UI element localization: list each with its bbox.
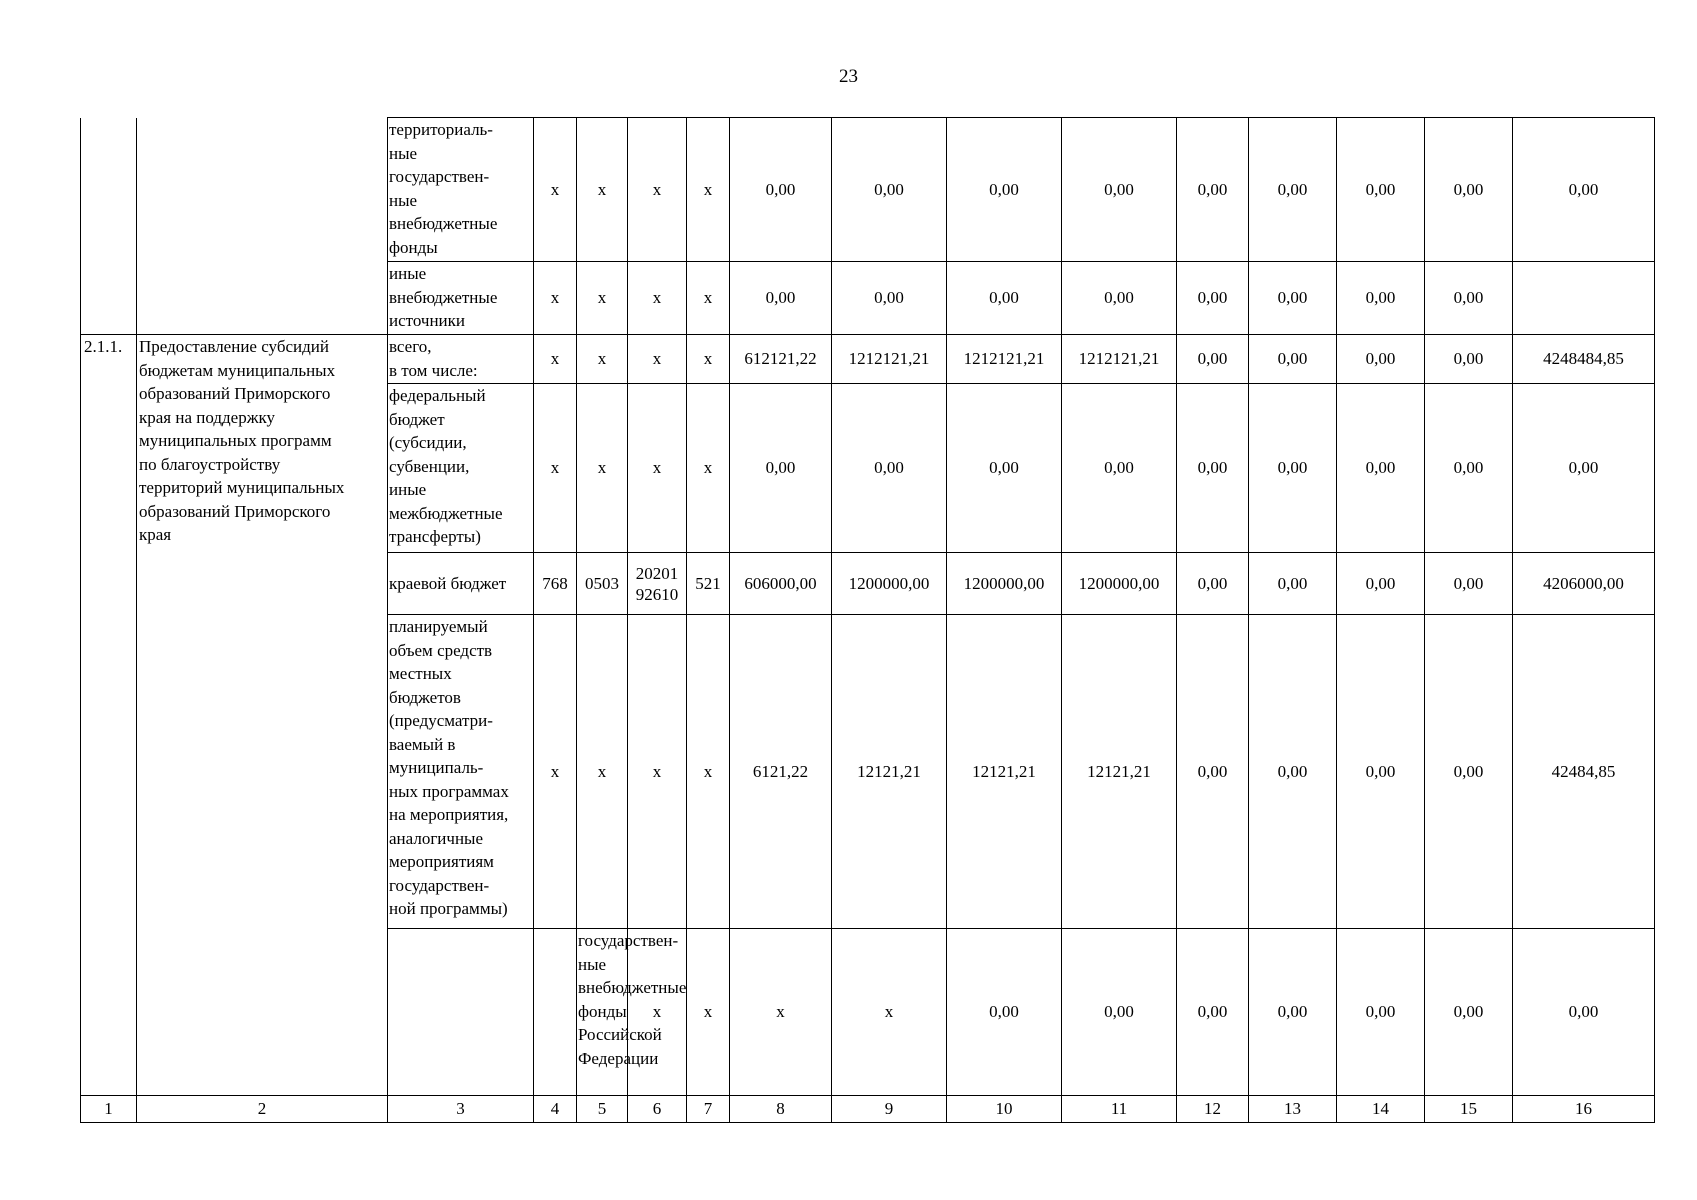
- value-cell: 1212121,21: [832, 335, 947, 384]
- value-cell: 4248484,85: [1513, 335, 1655, 384]
- code-cell: х: [577, 335, 628, 384]
- column-number: 11: [1062, 1096, 1177, 1123]
- value-cell: 1212121,21: [947, 335, 1062, 384]
- value-cell: 1200000,00: [947, 553, 1062, 615]
- code-cell: х: [534, 335, 577, 384]
- code-cell: х: [628, 929, 687, 1096]
- value-cell: 606000,00: [730, 553, 832, 615]
- value-cell: 0,00: [832, 262, 947, 335]
- value-cell: [1513, 262, 1655, 335]
- code-cell: х: [534, 384, 577, 553]
- value-cell: 0,00: [1249, 384, 1337, 553]
- value-cell: 0,00: [1062, 384, 1177, 553]
- value-cell: 42484,85: [1513, 615, 1655, 929]
- funding-source-cell: территориаль- ные государствен- ные внебюджетные фонды: [388, 118, 534, 262]
- column-number: 8: [730, 1096, 832, 1123]
- value-cell: 0,00: [1177, 384, 1249, 553]
- value-cell: 0,00: [1513, 118, 1655, 262]
- value-cell: 6121,22: [730, 615, 832, 929]
- code-cell: х: [687, 615, 730, 929]
- value-cell: 0,00: [832, 384, 947, 553]
- column-number-row: [81, 1096, 1655, 1123]
- value-cell: 0,00: [1513, 929, 1655, 1096]
- funding-source-cell: иные внебюджетные источники: [388, 262, 534, 335]
- code-cell: х: [687, 335, 730, 384]
- value-cell: 0,00: [1177, 262, 1249, 335]
- value-cell: 0,00: [1177, 118, 1249, 262]
- value-cell: 0,00: [1425, 335, 1513, 384]
- activity-name-cell: [137, 118, 388, 335]
- column-number: 3: [388, 1096, 534, 1123]
- column-number: 13: [1249, 1096, 1337, 1123]
- value-cell: 1200000,00: [832, 553, 947, 615]
- column-number: 15: [1425, 1096, 1513, 1123]
- code-cell: х: [687, 384, 730, 553]
- code-cell: х: [534, 615, 577, 929]
- value-cell: 0,00: [1425, 929, 1513, 1096]
- value-cell: 0,00: [1425, 553, 1513, 615]
- value-cell: 0,00: [1177, 553, 1249, 615]
- value-cell: 0,00: [1249, 262, 1337, 335]
- value-cell: 0,00: [947, 118, 1062, 262]
- value-cell: 0,00: [1062, 118, 1177, 262]
- value-cell: 0,00: [1249, 118, 1337, 262]
- value-cell: 0,00: [1177, 335, 1249, 384]
- funding-source-cell: планируемый объем средств местных бюджетов (предусматри- ваемый в муниципаль- ных программах на мероприятия, аналогичные мероприятиям государствен- ной программы): [388, 615, 534, 929]
- value-cell: 0,00: [1062, 929, 1177, 1096]
- activity-name-cell: Предоставление субсидий бюджетам муниципальных образований Приморского края на поддержку муниципальных программ по благоустройству территорий муниципальных образований Приморского края: [137, 335, 388, 1096]
- funding-source-cell: федеральный бюджет (субсидии, субвенции, иные межбюджетные трансферты): [388, 384, 534, 553]
- code-cell: х: [730, 929, 832, 1096]
- code-cell: 0503: [577, 553, 628, 615]
- value-cell: 0,00: [1062, 262, 1177, 335]
- code-cell: х: [628, 262, 687, 335]
- value-cell: 0,00: [1177, 929, 1249, 1096]
- value-cell: 0,00: [730, 262, 832, 335]
- code-cell: х: [577, 118, 628, 262]
- table-row: [81, 335, 1655, 384]
- column-number: 5: [577, 1096, 628, 1123]
- code-cell: х: [577, 615, 628, 929]
- code-cell: 521: [687, 553, 730, 615]
- value-cell: 0,00: [832, 118, 947, 262]
- value-cell: 0,00: [947, 384, 1062, 553]
- code-cell: х: [628, 615, 687, 929]
- code-cell: х: [534, 262, 577, 335]
- value-cell: 12121,21: [832, 615, 947, 929]
- row-number-cell: 2.1.1.: [81, 335, 137, 1096]
- column-number: 4: [534, 1096, 577, 1123]
- column-number: 10: [947, 1096, 1062, 1123]
- value-cell: 0,00: [1425, 384, 1513, 553]
- value-cell: 0,00: [1337, 335, 1425, 384]
- value-cell: 0,00: [1249, 929, 1337, 1096]
- value-cell: 0,00: [1337, 929, 1425, 1096]
- column-number: 6: [628, 1096, 687, 1123]
- row-number-cell: [388, 929, 534, 1096]
- value-cell: 0,00: [947, 929, 1062, 1096]
- funding-source-cell: государствен- ные внебюджетные фонды Российской Федерации: [577, 929, 628, 1096]
- value-cell: 1200000,00: [1062, 553, 1177, 615]
- budget-table: [80, 117, 1655, 1123]
- value-cell: 0,00: [1249, 615, 1337, 929]
- funding-source-cell: краевой бюджет: [388, 553, 534, 615]
- value-cell: 0,00: [1177, 615, 1249, 929]
- value-cell: 0,00: [1513, 384, 1655, 553]
- value-cell: 12121,21: [1062, 615, 1177, 929]
- activity-name-cell: [534, 929, 577, 1096]
- value-cell: 0,00: [1337, 262, 1425, 335]
- column-number: 7: [687, 1096, 730, 1123]
- code-cell: х: [687, 118, 730, 262]
- value-cell: 1212121,21: [1062, 335, 1177, 384]
- column-number: 14: [1337, 1096, 1425, 1123]
- column-number: 1: [81, 1096, 137, 1123]
- page-number: 23: [839, 66, 858, 87]
- value-cell: 0,00: [1337, 118, 1425, 262]
- value-cell: 0,00: [1337, 615, 1425, 929]
- code-cell: х: [628, 335, 687, 384]
- value-cell: 0,00: [730, 118, 832, 262]
- code-cell: х: [534, 118, 577, 262]
- value-cell: 0,00: [1337, 384, 1425, 553]
- value-cell: 0,00: [1249, 335, 1337, 384]
- code-cell: х: [687, 262, 730, 335]
- code-cell: 20201 92610: [628, 553, 687, 615]
- value-cell: 0,00: [1425, 262, 1513, 335]
- code-cell: х: [628, 384, 687, 553]
- value-cell: 0,00: [947, 262, 1062, 335]
- code-cell: х: [577, 262, 628, 335]
- code-cell: х: [577, 384, 628, 553]
- value-cell: 0,00: [1337, 553, 1425, 615]
- row-number-cell: [81, 118, 137, 335]
- value-cell: 0,00: [1425, 615, 1513, 929]
- column-number: 2: [137, 1096, 388, 1123]
- value-cell: 612121,22: [730, 335, 832, 384]
- funding-source-cell: всего, в том числе:: [388, 335, 534, 384]
- code-cell: 768: [534, 553, 577, 615]
- value-cell: 12121,21: [947, 615, 1062, 929]
- column-number: 12: [1177, 1096, 1249, 1123]
- code-cell: х: [687, 929, 730, 1096]
- code-cell: х: [832, 929, 947, 1096]
- value-cell: 4206000,00: [1513, 553, 1655, 615]
- table-row: [81, 118, 1655, 262]
- column-number: 16: [1513, 1096, 1655, 1123]
- value-cell: 0,00: [1425, 118, 1513, 262]
- column-number: 9: [832, 1096, 947, 1123]
- value-cell: 0,00: [1249, 553, 1337, 615]
- value-cell: 0,00: [730, 384, 832, 553]
- code-cell: х: [628, 118, 687, 262]
